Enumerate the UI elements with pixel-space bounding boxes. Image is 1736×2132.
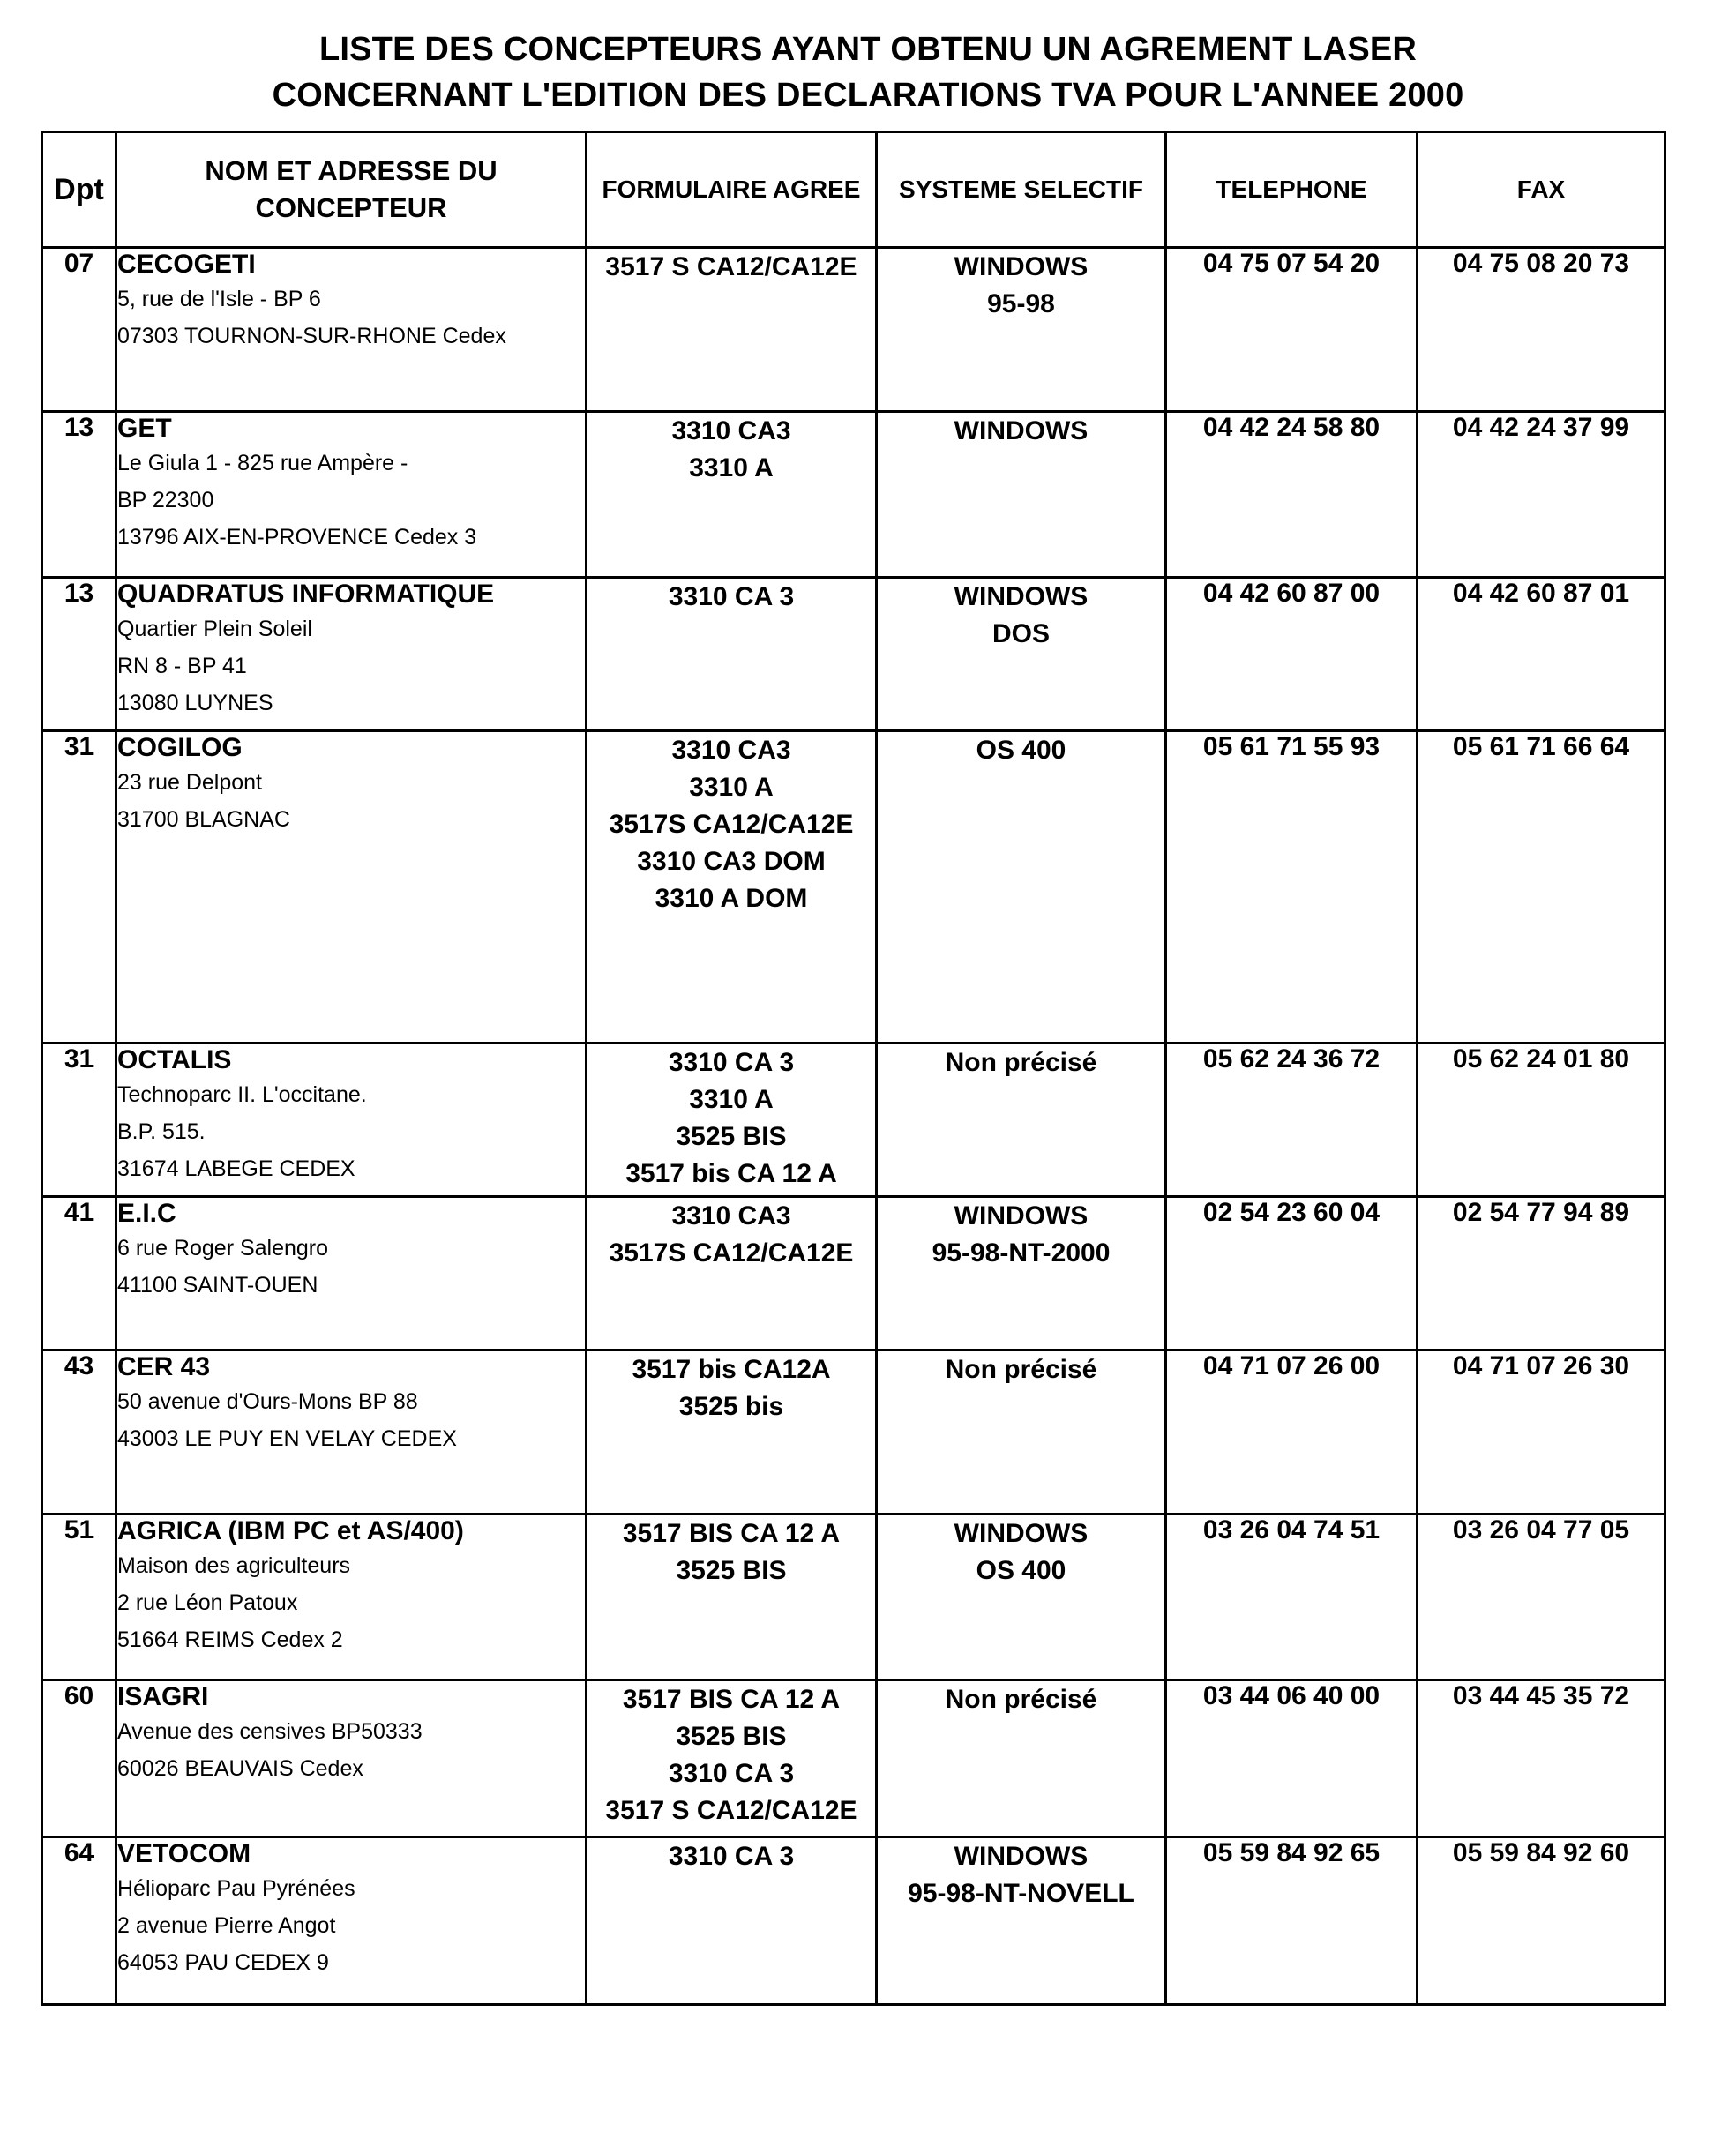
address-line: 5, rue de l'Isle - BP 6: [117, 287, 321, 311]
formulaire-line: 3517S CA12/CA12E: [609, 1238, 854, 1268]
address-line: 41100 SAINT-OUEN: [117, 1273, 318, 1298]
concepteur-name: E.I.C: [117, 1199, 176, 1228]
table-row: [42, 1515, 1665, 1680]
address-line: 2 avenue Pierre Angot: [117, 1913, 336, 1938]
address-line: B.P. 515.: [117, 1119, 206, 1144]
fax-cell: 04 71 07 26 30: [1418, 1350, 1665, 1515]
concepteur-name: CECOGETI: [117, 250, 256, 279]
table-row: [42, 412, 1665, 578]
formulaire-line: 3517 S CA12/CA12E: [605, 1796, 857, 1825]
systeme-line: Non précisé: [945, 1355, 1097, 1384]
table-row: [42, 1350, 1665, 1515]
systeme-cell: [877, 412, 1166, 578]
table-row: [42, 248, 1665, 412]
header-telephone: TELEPHONE: [1166, 132, 1418, 248]
address-line: 31700 BLAGNAC: [117, 807, 290, 832]
header-nom: [116, 132, 587, 248]
systeme-cell: [877, 1044, 1166, 1197]
telephone-cell: 05 61 71 55 93: [1166, 731, 1418, 1044]
fax-cell: 05 59 84 92 60: [1418, 1837, 1665, 2005]
systeme-line: 95-98: [987, 289, 1055, 318]
header-systeme: SYSTEME SELECTIF: [877, 132, 1166, 248]
table-row: [42, 578, 1665, 731]
formulaire-cell: [587, 1044, 877, 1197]
header-nom-line-1: NOM ET ADRESSE DU: [205, 155, 498, 186]
formulaire-cell: [587, 1197, 877, 1350]
concepteur-name: CER 43: [117, 1352, 211, 1381]
formulaire-line: 3525 BIS: [676, 1722, 787, 1751]
address-line: 50 avenue d'Ours-Mons BP 88: [117, 1389, 418, 1414]
fax-cell: 05 62 24 01 80: [1418, 1044, 1665, 1197]
address-line: 13796 AIX-EN-PROVENCE Cedex 3: [117, 525, 477, 550]
table-body: [42, 248, 1665, 2005]
telephone-cell: 04 42 60 87 00: [1166, 578, 1418, 731]
formulaire-line: 3525 BIS: [676, 1556, 787, 1585]
telephone-cell: 03 44 06 40 00: [1166, 1680, 1418, 1837]
formulaire-line: 3517 BIS CA 12 A: [622, 1519, 841, 1548]
formulaire-line: 3310 CA3 DOM: [637, 847, 826, 876]
formulaire-line: 3310 CA 3: [668, 1759, 795, 1788]
telephone-cell: 03 26 04 74 51: [1166, 1515, 1418, 1680]
systeme-line: WINDOWS: [954, 1519, 1089, 1548]
header-nom-line-2: CONCEPTEUR: [255, 192, 447, 223]
address-line: 60026 BEAUVAIS Cedex: [117, 1756, 363, 1781]
address-line: BP 22300: [117, 488, 214, 512]
formulaire-line: 3310 CA3: [671, 416, 791, 445]
nom-adresse-cell: [116, 1044, 587, 1197]
systeme-line: OS 400: [976, 736, 1066, 765]
address-line: Maison des agriculteurs: [117, 1553, 351, 1578]
table-row: [42, 1837, 1665, 2005]
formulaire-line: 3310 CA 3: [668, 1842, 795, 1871]
dpt-cell: 31: [42, 1044, 116, 1197]
table-header-row: [42, 132, 1665, 248]
systeme-line: WINDOWS: [954, 416, 1089, 445]
address-line: 13080 LUYNES: [117, 691, 273, 715]
formulaire-cell: [587, 1680, 877, 1837]
formulaire-line: 3517S CA12/CA12E: [609, 810, 854, 839]
formulaire-cell: [587, 731, 877, 1044]
concepteur-name: GET: [117, 414, 172, 443]
systeme-line: 95-98-NT-NOVELL: [908, 1879, 1134, 1908]
systeme-line: WINDOWS: [954, 1842, 1089, 1871]
nom-adresse-cell: [116, 731, 587, 1044]
address-line: 07303 TOURNON-SUR-RHONE Cedex: [117, 324, 506, 348]
fax-cell: 04 42 24 37 99: [1418, 412, 1665, 578]
address-line: 51664 REIMS Cedex 2: [117, 1627, 343, 1652]
fax-cell: 02 54 77 94 89: [1418, 1197, 1665, 1350]
formulaire-line: 3525 BIS: [676, 1122, 787, 1151]
concepteurs-table: [41, 131, 1666, 2006]
fax-cell: 03 26 04 77 05: [1418, 1515, 1665, 1680]
address-line: Hélioparc Pau Pyrénées: [117, 1876, 355, 1901]
title-line-2: CONCERNANT L'EDITION DES DECLARATIONS TVA POUR L'ANNEE 2000: [272, 77, 1464, 114]
concepteur-name: AGRICA (IBM PC et AS/400): [117, 1516, 464, 1545]
header-dpt: Dpt: [42, 132, 116, 248]
dpt-cell: 13: [42, 412, 116, 578]
formulaire-line: 3517 S CA12/CA12E: [605, 252, 857, 281]
formulaire-cell: [587, 1515, 877, 1680]
title-line-1: LISTE DES CONCEPTEURS AYANT OBTENU UN AGREMENT LASER: [318, 31, 1418, 68]
systeme-cell: [877, 731, 1166, 1044]
formulaire-cell: [587, 412, 877, 578]
formulaire-line: 3310 A: [689, 1085, 774, 1114]
nom-adresse-cell: [116, 1197, 587, 1350]
dpt-cell: 13: [42, 578, 116, 731]
telephone-cell: 05 62 24 36 72: [1166, 1044, 1418, 1197]
table-row: [42, 1044, 1665, 1197]
dpt-cell: 60: [42, 1680, 116, 1837]
address-line: Avenue des censives BP50333: [117, 1719, 423, 1744]
nom-adresse-cell: [116, 248, 587, 412]
systeme-cell: [877, 1515, 1166, 1680]
systeme-cell: [877, 1837, 1166, 2005]
systeme-line: WINDOWS: [954, 582, 1089, 611]
dpt-cell: 41: [42, 1197, 116, 1350]
address-line: 31674 LABEGE CEDEX: [117, 1156, 355, 1181]
concepteur-name: QUADRATUS INFORMATIQUE: [117, 580, 495, 609]
systeme-line: OS 400: [976, 1556, 1066, 1585]
formulaire-line: 3310 CA 3: [668, 582, 795, 611]
document-title: [0, 26, 1736, 118]
nom-adresse-cell: [116, 578, 587, 731]
systeme-line: Non précisé: [945, 1685, 1097, 1714]
address-line: 64053 PAU CEDEX 9: [117, 1950, 329, 1975]
formulaire-line: 3310 CA3: [671, 736, 791, 765]
systeme-cell: [877, 578, 1166, 731]
telephone-cell: 04 71 07 26 00: [1166, 1350, 1418, 1515]
fax-cell: 03 44 45 35 72: [1418, 1680, 1665, 1837]
formulaire-line: 3310 CA3: [671, 1201, 791, 1231]
dpt-cell: 51: [42, 1515, 116, 1680]
address-line: 43003 LE PUY EN VELAY CEDEX: [117, 1426, 457, 1451]
concepteur-name: ISAGRI: [117, 1682, 209, 1711]
address-line: RN 8 - BP 41: [117, 654, 247, 678]
formulaire-cell: [587, 248, 877, 412]
header-formulaire: FORMULAIRE AGREE: [587, 132, 877, 248]
systeme-line: Non précisé: [945, 1048, 1097, 1077]
formulaire-cell: [587, 1350, 877, 1515]
fax-cell: 04 42 60 87 01: [1418, 578, 1665, 731]
formulaire-line: 3517 bis CA12A: [632, 1355, 831, 1384]
dpt-cell: 43: [42, 1350, 116, 1515]
formulaire-line: 3525 bis: [678, 1392, 784, 1421]
formulaire-line: 3310 CA 3: [668, 1048, 795, 1077]
address-line: 2 rue Léon Patoux: [117, 1590, 298, 1615]
concepteur-name: COGILOG: [117, 733, 243, 762]
address-line: Quartier Plein Soleil: [117, 617, 312, 641]
concepteur-name: OCTALIS: [117, 1045, 232, 1074]
formulaire-line: 3310 A DOM: [655, 884, 808, 913]
systeme-cell: [877, 1350, 1166, 1515]
dpt-cell: 31: [42, 731, 116, 1044]
nom-adresse-cell: [116, 1350, 587, 1515]
formulaire-cell: [587, 578, 877, 731]
systeme-line: 95-98-NT-2000: [932, 1238, 1111, 1268]
concepteur-name: VETOCOM: [117, 1839, 251, 1868]
header-fax: FAX: [1418, 132, 1665, 248]
nom-adresse-cell: [116, 1515, 587, 1680]
formulaire-line: 3517 BIS CA 12 A: [622, 1685, 841, 1714]
table-row: [42, 1197, 1665, 1350]
systeme-cell: [877, 248, 1166, 412]
dpt-cell: 07: [42, 248, 116, 412]
nom-adresse-cell: [116, 412, 587, 578]
telephone-cell: 04 75 07 54 20: [1166, 248, 1418, 412]
telephone-cell: 05 59 84 92 65: [1166, 1837, 1418, 2005]
systeme-line: DOS: [991, 619, 1050, 648]
formulaire-line: 3310 A: [689, 453, 774, 483]
systeme-cell: [877, 1680, 1166, 1837]
address-line: Technoparc II. L'occitane.: [117, 1082, 367, 1107]
dpt-cell: 64: [42, 1837, 116, 2005]
telephone-cell: 04 42 24 58 80: [1166, 412, 1418, 578]
fax-cell: 05 61 71 66 64: [1418, 731, 1665, 1044]
formulaire-line: 3517 bis CA 12 A: [625, 1159, 837, 1188]
nom-adresse-cell: [116, 1837, 587, 2005]
address-line: Le Giula 1 - 825 rue Ampère -: [117, 451, 408, 475]
table-row: [42, 1680, 1665, 1837]
nom-adresse-cell: [116, 1680, 587, 1837]
formulaire-line: 3310 A: [689, 773, 774, 802]
telephone-cell: 02 54 23 60 04: [1166, 1197, 1418, 1350]
systeme-cell: [877, 1197, 1166, 1350]
formulaire-cell: [587, 1837, 877, 2005]
systeme-line: WINDOWS: [954, 1201, 1089, 1231]
fax-cell: 04 75 08 20 73: [1418, 248, 1665, 412]
systeme-line: WINDOWS: [954, 252, 1089, 281]
table-row: [42, 731, 1665, 1044]
address-line: 23 rue Delpont: [117, 770, 263, 795]
address-line: 6 rue Roger Salengro: [117, 1236, 329, 1260]
